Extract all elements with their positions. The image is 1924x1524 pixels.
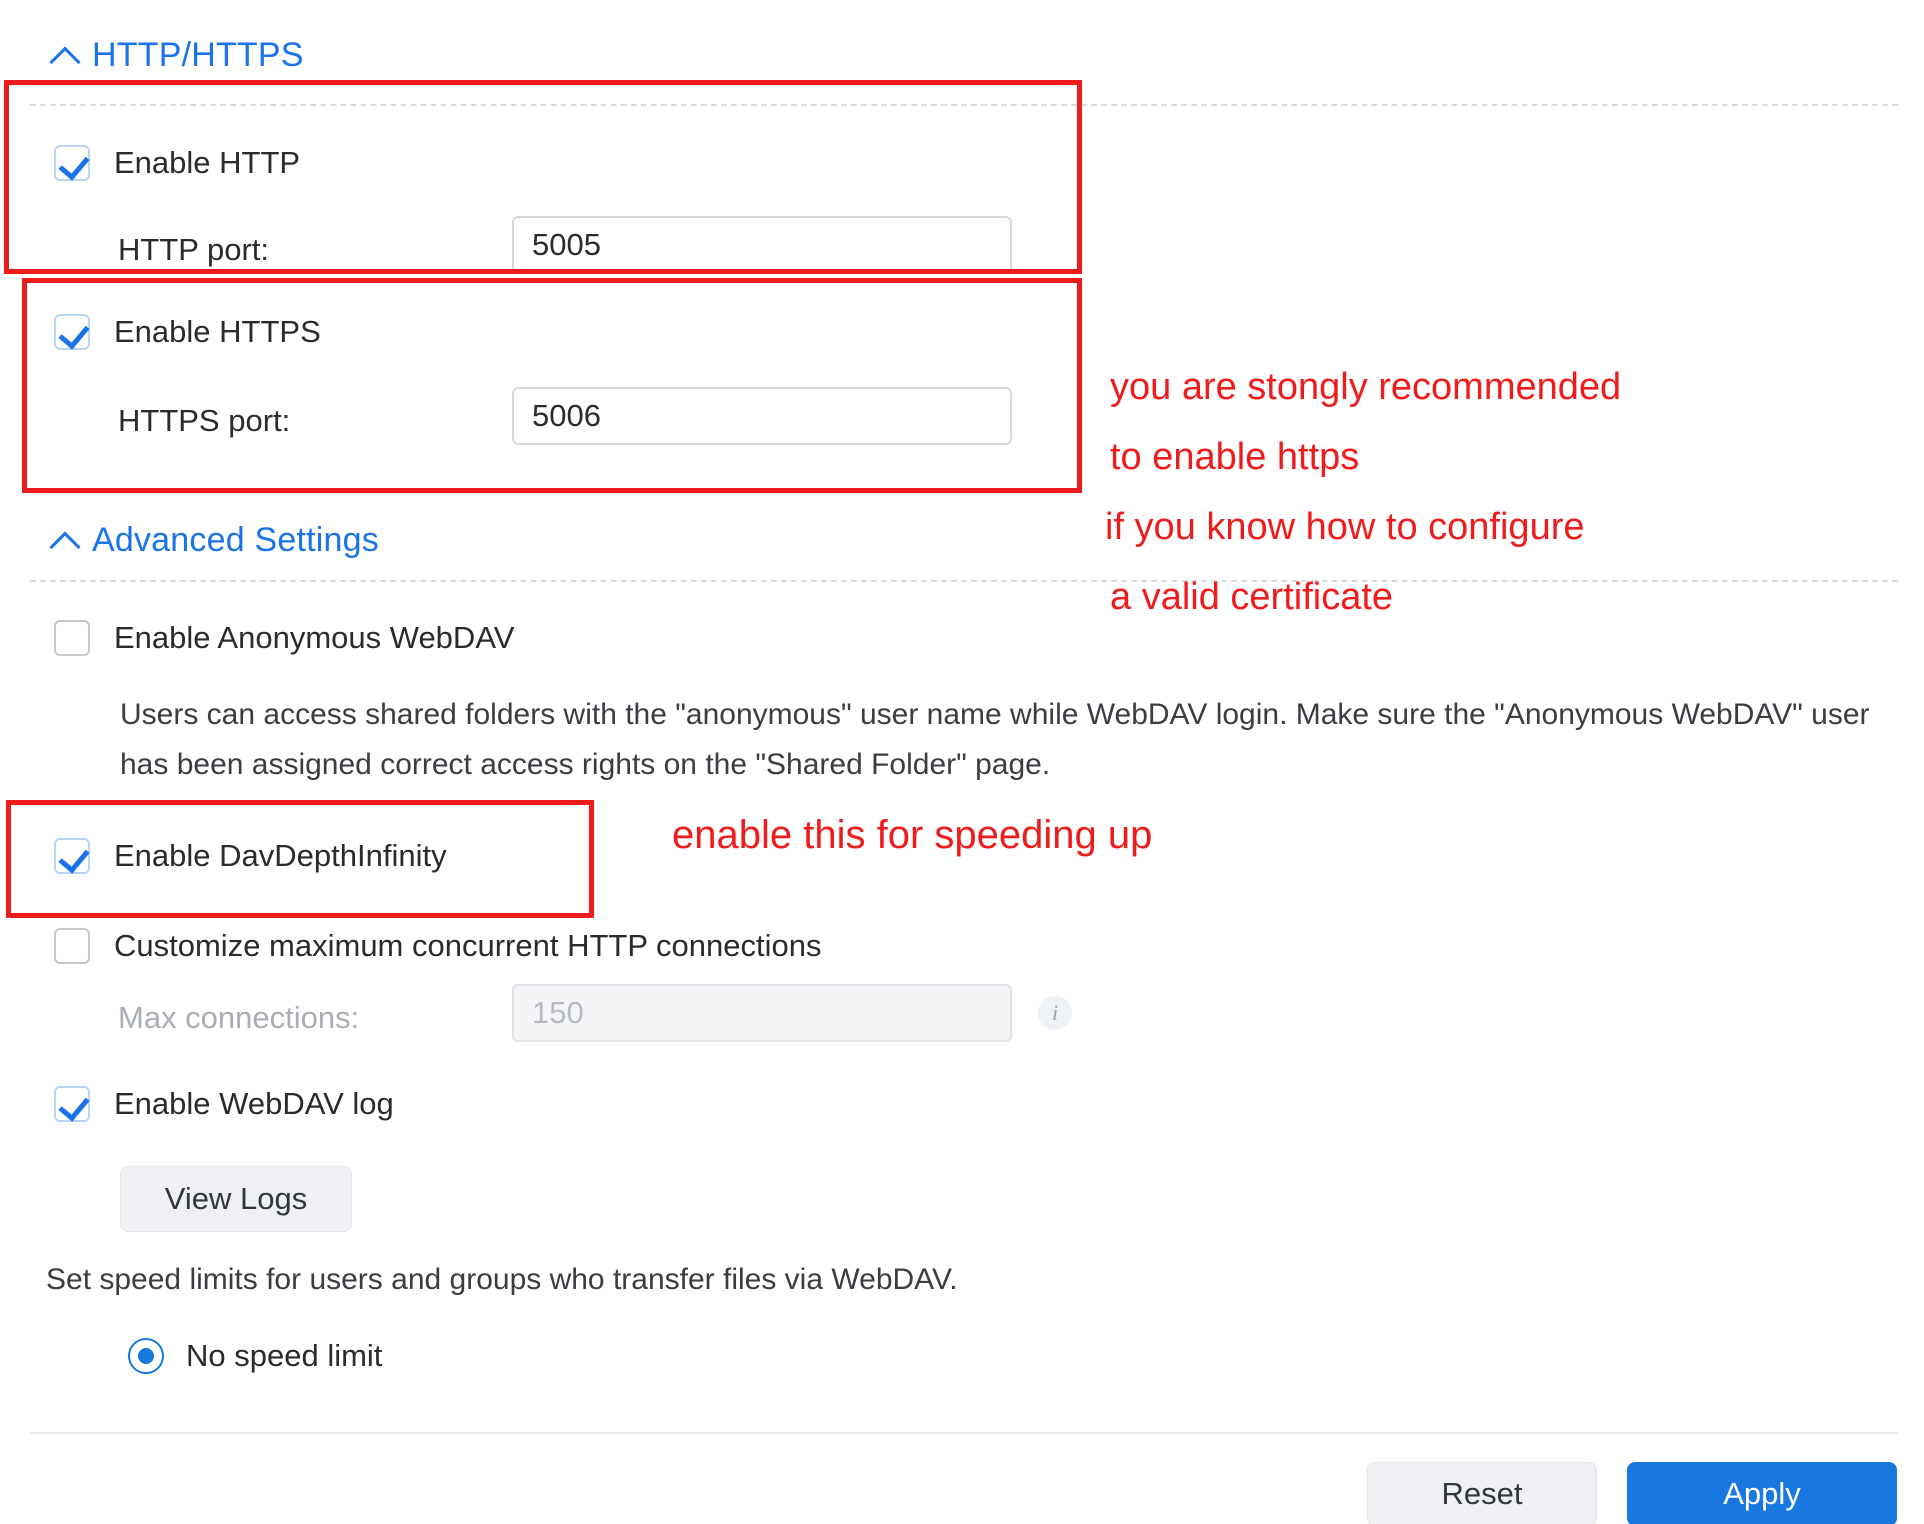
http-port-input[interactable] (512, 216, 1012, 274)
no-speed-limit-label: No speed limit (186, 1338, 383, 1373)
speed-limit-description: Set speed limits for users and groups who transfer files via WebDAV. (46, 1263, 958, 1296)
max-connections-input[interactable] (512, 984, 1012, 1042)
https-port-label: HTTPS port: (118, 403, 291, 438)
no-speed-limit-radio[interactable] (128, 1338, 164, 1374)
enable-davdepthinfinity-checkbox[interactable] (54, 838, 90, 874)
section-header-http-https[interactable] (52, 36, 304, 75)
checkbox-row-davdepthinfinity[interactable] (54, 838, 447, 874)
enable-http-checkbox[interactable] (54, 145, 90, 181)
annotation-https-line3: if you know how to configure (1105, 506, 1585, 548)
checkbox-row-customize-connections[interactable] (54, 928, 822, 964)
divider-advanced-settings (30, 580, 1898, 582)
apply-button[interactable]: Apply (1627, 1462, 1897, 1524)
http-port-label: HTTP port: (118, 232, 270, 267)
anonymous-webdav-description: Users can access shared folders with the "anonymous" user name while WebDAV login. Make sure the "Anonymous WebDAV" user has been assigned correct access rights on the "Shared Folder" page. (120, 698, 1870, 781)
divider-http-https (30, 104, 1898, 106)
max-connections-label: Max connections: (118, 1000, 360, 1035)
view-logs-button[interactable]: View Logs (120, 1166, 352, 1232)
checkbox-row-webdav-log[interactable] (54, 1086, 394, 1122)
checkbox-row-enable-http[interactable] (54, 145, 300, 181)
annotation-davdepth-note: enable this for speeding up (672, 813, 1153, 857)
enable-webdav-log-label: Enable WebDAV log (114, 1086, 394, 1121)
checkbox-row-enable-https[interactable] (54, 314, 321, 350)
enable-http-label: Enable HTTP (114, 145, 301, 180)
radio-row-no-speed-limit[interactable] (128, 1338, 382, 1374)
enable-webdav-log-checkbox[interactable] (54, 1086, 90, 1122)
section-title-http-https: HTTP/HTTPS (92, 36, 304, 74)
customize-connections-checkbox[interactable] (54, 928, 90, 964)
section-title-advanced-settings: Advanced Settings (92, 521, 379, 559)
annotation-https-line4: a valid certificate (1110, 576, 1394, 618)
enable-davdepthinfinity-label: Enable DavDepthInfinity (114, 838, 447, 873)
enable-anonymous-webdav-checkbox[interactable] (54, 620, 90, 656)
checkbox-row-anonymous-webdav[interactable] (54, 620, 514, 656)
enable-https-checkbox[interactable] (54, 314, 90, 350)
chevron-up-icon (52, 43, 78, 69)
footer-divider (30, 1432, 1898, 1434)
customize-connections-label: Customize maximum concurrent HTTP connections (114, 928, 822, 963)
annotation-https-line1: you are stongly recommended (1110, 366, 1622, 408)
annotation-box-https (22, 278, 1082, 493)
enable-https-label: Enable HTTPS (114, 314, 321, 349)
https-port-input[interactable] (512, 387, 1012, 445)
chevron-up-icon (52, 528, 78, 554)
enable-anonymous-webdav-label: Enable Anonymous WebDAV (114, 620, 515, 655)
annotation-https-line2: to enable https (1110, 436, 1360, 478)
section-header-advanced-settings[interactable] (52, 521, 379, 560)
reset-button[interactable]: Reset (1367, 1462, 1597, 1524)
info-icon[interactable]: i (1038, 996, 1072, 1030)
